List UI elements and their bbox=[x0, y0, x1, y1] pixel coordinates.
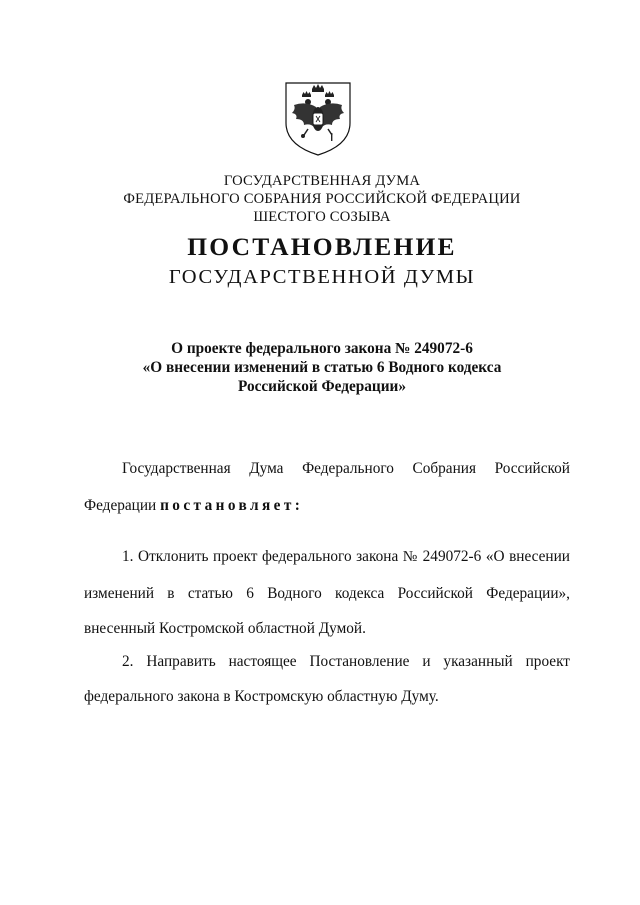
item1-line-1: 1. Отклонить проект федерального закона № 249072-6 «О внесении bbox=[122, 548, 570, 565]
caption-line-2: «О внесении изменений в статью 6 Водного кодекса bbox=[142, 359, 502, 376]
item2-line-2: федерального закона в Костромскую областную Думу. bbox=[84, 688, 439, 705]
preamble-line-2 bbox=[84, 497, 570, 515]
issuer-line-3: ШЕСТОГО СОЗЫВА bbox=[253, 209, 391, 225]
resolves-word: постановляет: bbox=[160, 497, 304, 514]
issuer-line-2: ФЕДЕРАЛЬНОГО СОБРАНИЯ РОССИЙСКОЙ ФЕДЕРАЦИИ bbox=[123, 191, 521, 207]
preamble-prefix: Федерации bbox=[84, 497, 161, 514]
document-title: ПОСТАНОВЛЕНИЕ bbox=[187, 232, 457, 261]
caption-line-3: Российской Федерации» bbox=[237, 378, 406, 395]
coat-of-arms-icon bbox=[280, 79, 356, 157]
preamble-line-1: Государственная Дума Федерального Собрания Российской bbox=[122, 460, 570, 477]
issuer-line-1: ГОСУДАРСТВЕННАЯ ДУМА bbox=[223, 173, 421, 189]
item1-line-2: изменений в статью 6 Водного кодекса Российской Федерации», bbox=[84, 585, 570, 602]
document-subtitle: ГОСУДАРСТВЕННОЙ ДУМЫ bbox=[168, 266, 476, 288]
caption-line-1: О проекте федерального закона № 249072-6 bbox=[171, 340, 473, 357]
item2-line-1: 2. Направить настоящее Постановление и указанный проект bbox=[122, 653, 570, 670]
item1-line-3: внесенный Костромской областной Думой. bbox=[84, 620, 366, 637]
